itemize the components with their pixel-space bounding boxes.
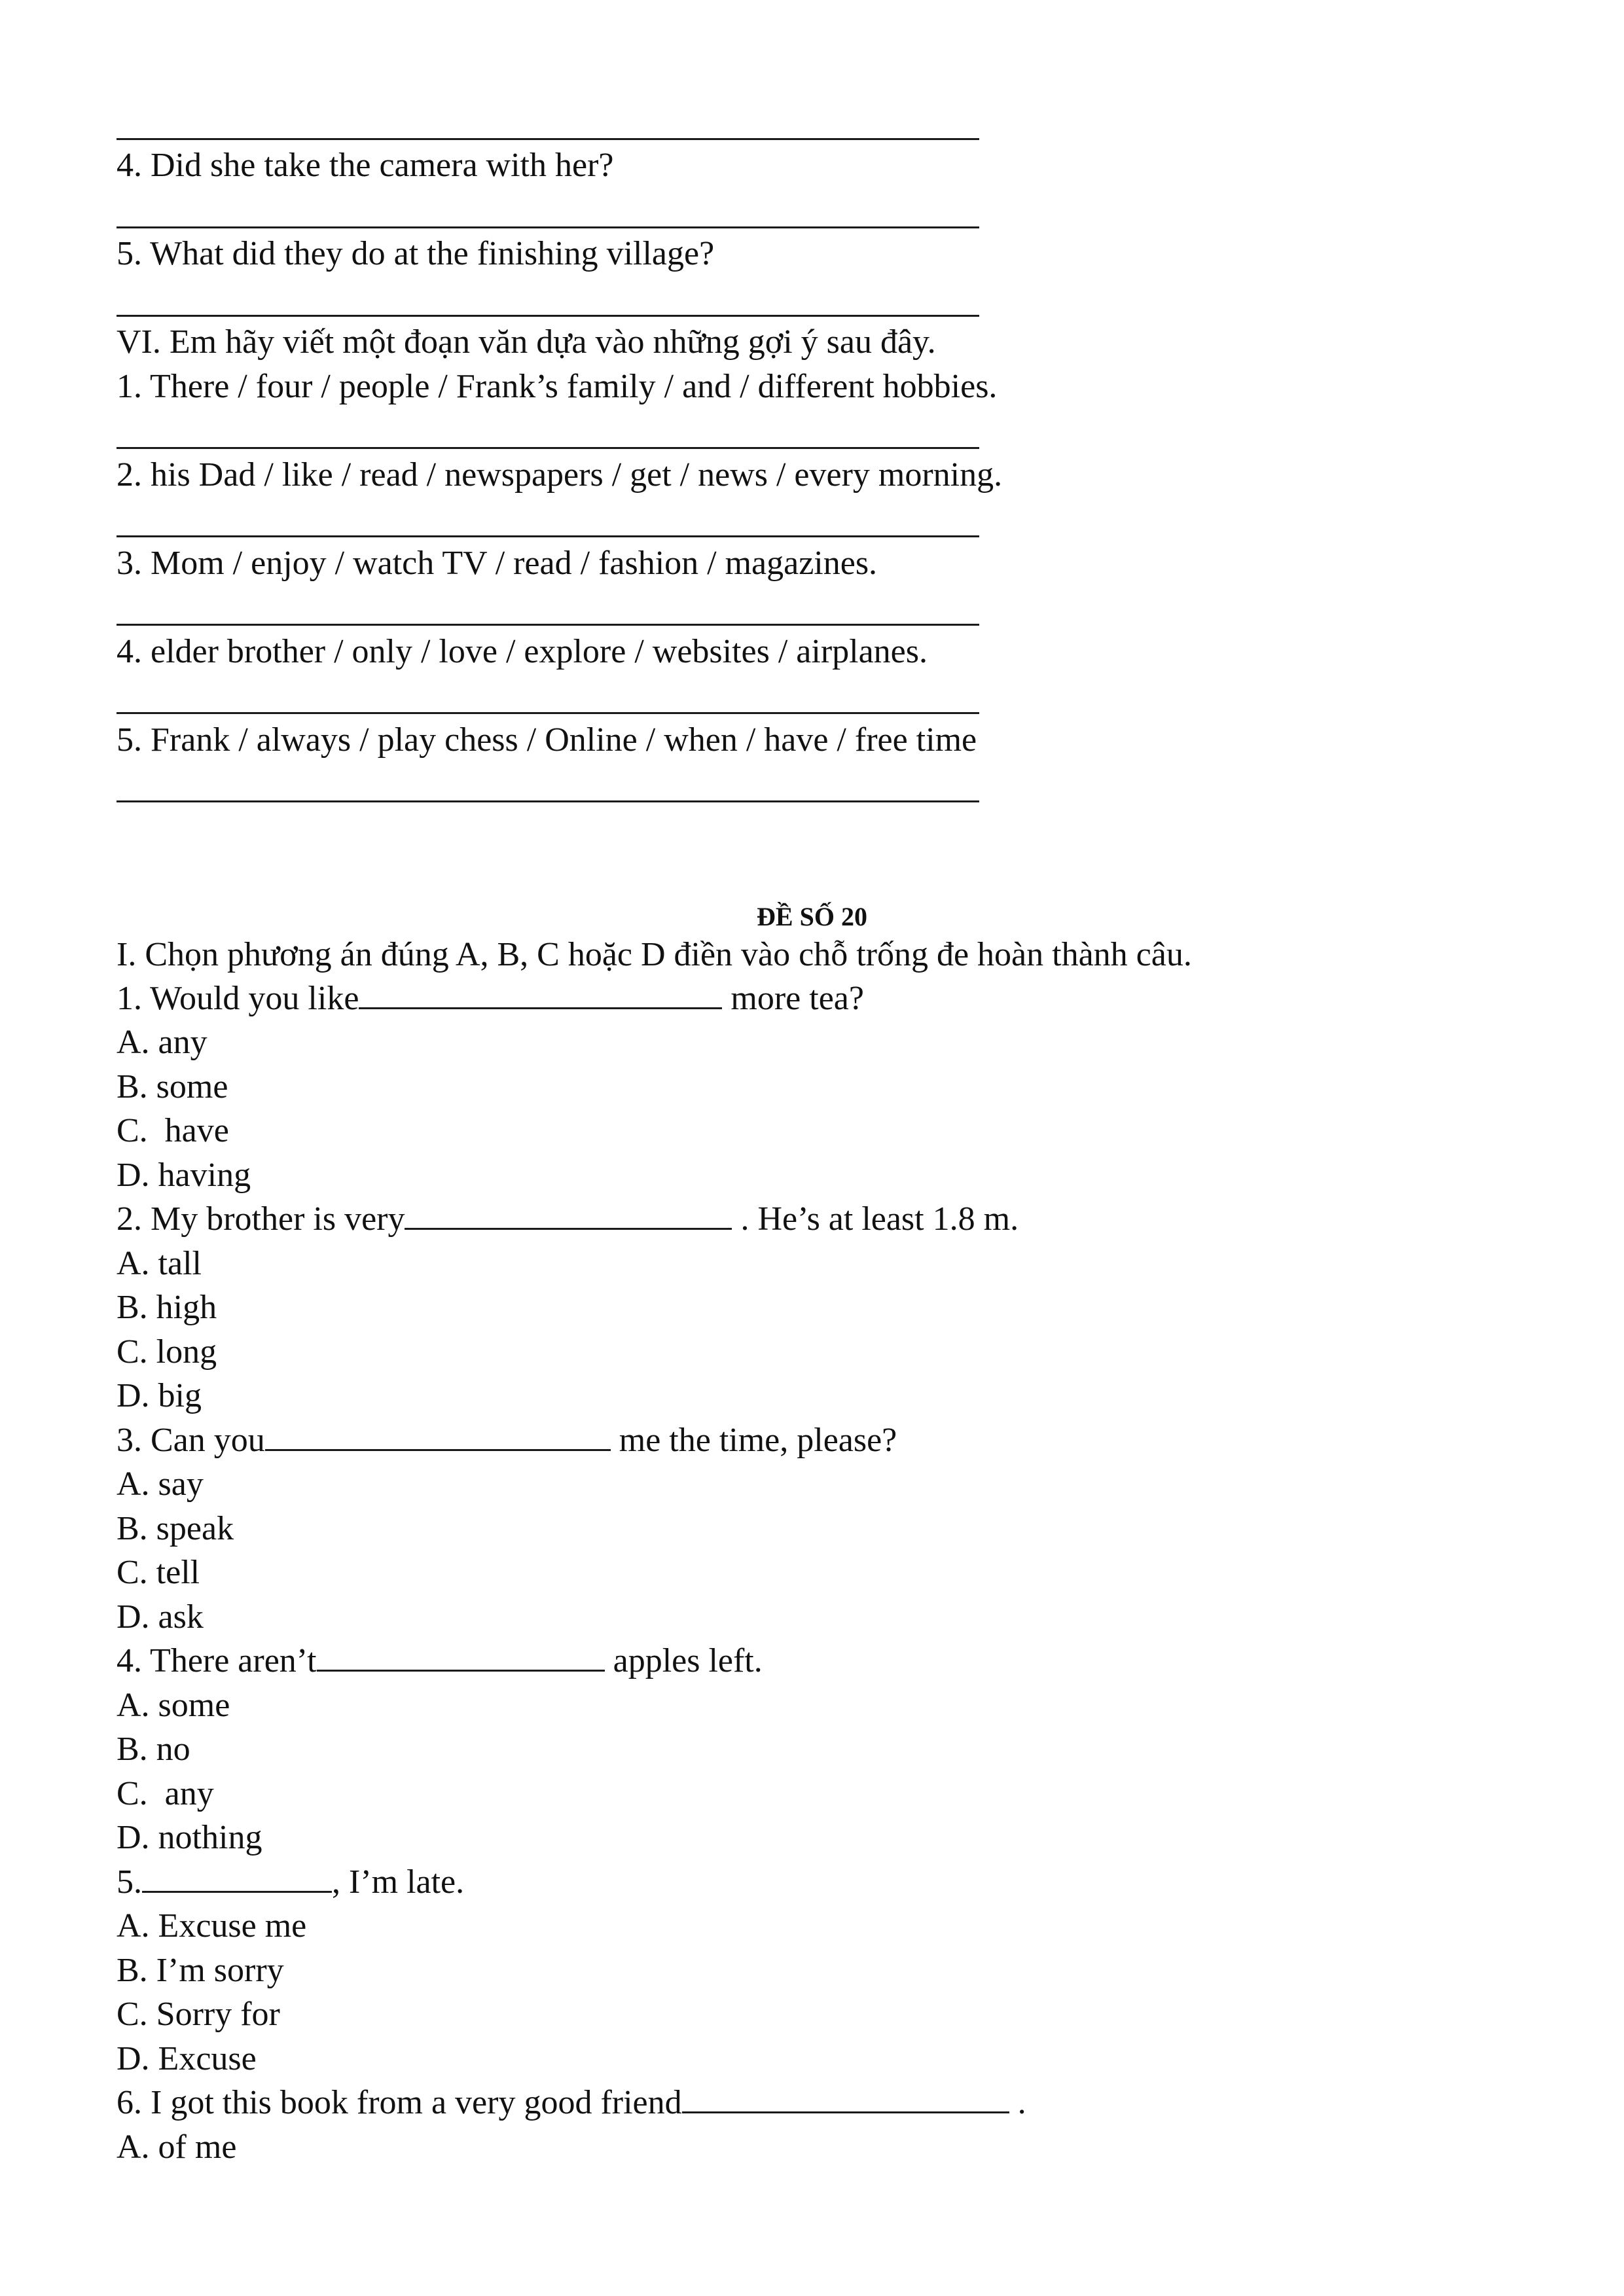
option-d[interactable]: D. Excuse — [117, 2040, 257, 2077]
section-title: I. Chọn phương án đúng A, B, C hoặc D điền vào chỗ trống đe hoàn thành câu. — [117, 936, 1192, 973]
question-tail: . He’s at least 1.8 m. — [732, 1200, 1019, 1238]
question-tail: me the time, please? — [610, 1422, 897, 1459]
question-text — [117, 1420, 897, 1461]
option-c[interactable]: C. Sorry for — [117, 1996, 280, 2033]
option-a[interactable]: A. Excuse me — [117, 1907, 307, 1945]
question-lead: 1. Would you like — [117, 980, 359, 1017]
prompt-item: 5. Frank / always / play chess / Online / when / have / free time — [117, 721, 977, 759]
answer-blank[interactable] — [265, 1420, 611, 1451]
option-d[interactable]: D. big — [117, 1377, 202, 1414]
question-text — [117, 1641, 763, 1681]
question-lead: 5. — [117, 1863, 142, 1901]
question-text: 4. Did she take the camera with her? — [117, 147, 614, 184]
question-tail: more tea? — [722, 980, 864, 1017]
option-d[interactable]: D. having — [117, 1157, 251, 1194]
question-lead: 6. I got this book from a very good friend — [117, 2084, 682, 2121]
question-tail: , I’m late. — [332, 1863, 465, 1901]
option-a[interactable]: A. any — [117, 1024, 208, 1061]
option-d[interactable]: D. nothing — [117, 1819, 262, 1856]
option-a[interactable]: A. of me — [117, 2128, 237, 2166]
option-c[interactable]: C. any — [117, 1775, 214, 1812]
answer-line[interactable] — [117, 447, 979, 449]
question-lead: 3. Can you — [117, 1422, 265, 1459]
answer-blank[interactable] — [359, 978, 722, 1009]
option-b[interactable]: B. speak — [117, 1510, 234, 1547]
question-text — [117, 978, 864, 1019]
question-text — [117, 2083, 1026, 2123]
option-a[interactable]: A. some — [117, 1687, 230, 1724]
prompt-item: 2. his Dad / like / read / newspapers / get / news / every morning. — [117, 456, 1003, 493]
question-text — [117, 1199, 1019, 1240]
option-c[interactable]: C. long — [117, 1333, 217, 1371]
question-tail: . — [1009, 2084, 1026, 2121]
option-d[interactable]: D. ask — [117, 1598, 204, 1636]
prompt-item: 1. There / four / people / Frank’s family / and / different hobbies. — [117, 368, 998, 405]
prompt-item: 3. Mom / enjoy / watch TV / read / fashion / magazines. — [117, 545, 878, 582]
answer-line[interactable] — [117, 226, 979, 228]
option-a[interactable]: A. say — [117, 1465, 204, 1503]
answer-line[interactable] — [117, 800, 979, 802]
answer-line[interactable] — [117, 624, 979, 626]
answer-blank[interactable] — [142, 1862, 332, 1893]
answer-line[interactable] — [117, 315, 979, 317]
section-title: VI. Em hãy viết một đoạn văn dựa vào những gợi ý sau đây. — [117, 323, 936, 361]
question-lead: 2. My brother is very — [117, 1200, 405, 1238]
option-b[interactable]: B. no — [117, 1731, 190, 1768]
option-a[interactable]: A. tall — [117, 1245, 202, 1282]
option-c[interactable]: C. have — [117, 1112, 229, 1149]
option-b[interactable]: B. I’m sorry — [117, 1952, 284, 1989]
answer-line[interactable] — [117, 712, 979, 714]
question-text — [117, 1862, 464, 1903]
option-b[interactable]: B. some — [117, 1068, 228, 1105]
question-lead: 4. There aren’t — [117, 1642, 317, 1679]
question-tail: apples left. — [604, 1642, 763, 1679]
exam-heading: ĐỀ SỐ 20 — [757, 902, 867, 931]
prompt-item: 4. elder brother / only / love / explore / websites / airplanes. — [117, 633, 928, 670]
answer-blank[interactable] — [317, 1641, 605, 1672]
option-b[interactable]: B. high — [117, 1289, 217, 1326]
answer-line[interactable] — [117, 138, 979, 140]
question-text: 5. What did they do at the finishing village? — [117, 235, 715, 272]
answer-line[interactable] — [117, 535, 979, 537]
option-c[interactable]: C. tell — [117, 1554, 200, 1591]
answer-blank[interactable] — [405, 1199, 732, 1230]
answer-blank[interactable] — [682, 2083, 1009, 2113]
